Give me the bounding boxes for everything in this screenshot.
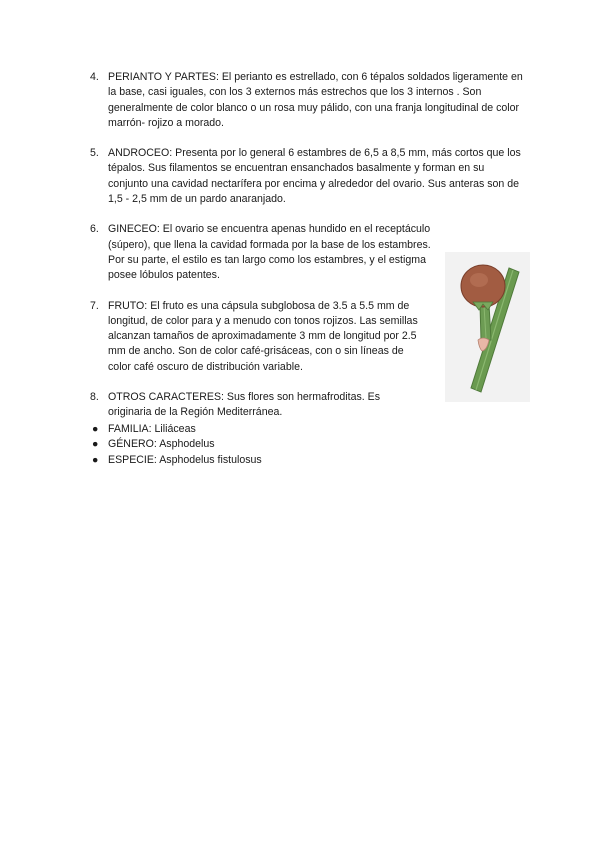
taxonomy-label: GÉNERO: bbox=[108, 438, 157, 451]
item-label: PERIANTO Y PARTES: bbox=[108, 71, 219, 83]
item-text: Sus flores son hermafroditas. Es originaria de la Región Mediterránea. bbox=[108, 391, 381, 419]
item-body bbox=[108, 147, 521, 205]
bullet-icon: ● bbox=[92, 453, 99, 466]
list-item bbox=[90, 453, 262, 468]
item-body bbox=[108, 71, 523, 129]
item-number: 7. bbox=[90, 299, 99, 312]
list-item bbox=[90, 70, 526, 131]
list-item bbox=[90, 422, 262, 437]
item-number: 6. bbox=[90, 223, 99, 236]
item-label: GINECEO: bbox=[108, 223, 160, 236]
item-text: El perianto es estrellado, con 6 tépalos soldados ligeramente en la base, casi iguales, con los 3 externos más estrechos que los 3 internos . Son generalmente de color blanco o un rosa muy pálido, con una franja longitudinal de color marrón- rojizo a morado. bbox=[108, 71, 523, 129]
item-label: OTROS CARACTERES: bbox=[108, 391, 224, 404]
item-label: FRUTO: bbox=[108, 299, 148, 312]
item-number: 4. bbox=[90, 71, 99, 83]
taxonomy-value: Liliáceas bbox=[154, 423, 196, 435]
list-item bbox=[90, 146, 526, 207]
bullet-icon: ● bbox=[92, 423, 99, 435]
taxonomy-value: Asphodelus bbox=[159, 438, 215, 451]
item-text: Presenta por lo general 6 estambres de 6,5 a 8,5 mm, más cortos que los tépalos. Sus filamentos se encuentran ensanchados basalmente y forman en su conjunto una cavidad nectarífera por encima y alrededor del ovario. Sus anteras son de 1,5 - 2,5 mm de un pardo anaranjado. bbox=[108, 147, 521, 206]
item-text: El fruto es una cápsula subglobosa de 3.5 a 5.5 mm de longitud, de color para y a menudo con tonos rojizos. Las semillas alcanzan tamaños de aproximadamente 3 mm de longitud por 2.5 mm de ancho. Son de color café-grisáceas, con o sin líneas de color café oscuro de distribución variable. bbox=[108, 299, 418, 373]
taxonomy-label: ESPECIE: bbox=[108, 453, 157, 466]
list-item bbox=[90, 437, 262, 452]
item-number: 8. bbox=[90, 391, 99, 404]
fruit-illustration bbox=[445, 252, 530, 402]
item-text: El ovario se encuentra apenas hundido en el receptáculo (súpero), que llena la cavidad formada por la base de los estambres. Por su parte, el estilo es tan largo como los estambres, y el estigma posee lóbulos patentes. bbox=[108, 223, 431, 282]
taxonomy-value: Asphodelus fistulosus bbox=[159, 453, 262, 466]
taxonomy-list bbox=[90, 422, 262, 468]
bullet-icon: ● bbox=[92, 438, 99, 451]
item-number: 5. bbox=[90, 147, 99, 160]
item-label: ANDROCEO: bbox=[108, 147, 173, 160]
taxonomy-label: FAMILIA: bbox=[108, 423, 152, 435]
